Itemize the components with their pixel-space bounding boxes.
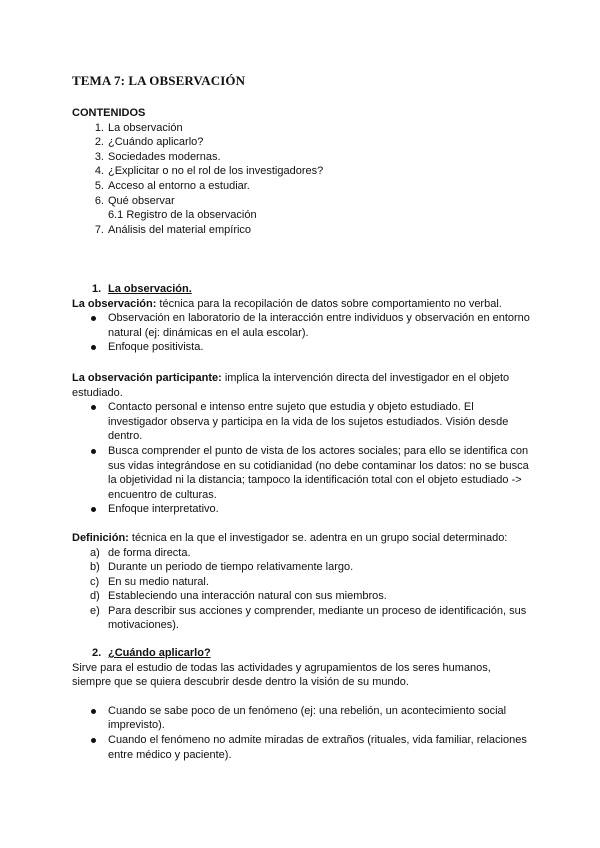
observacion-bullets xyxy=(72,311,532,355)
list-item: c) En su medio natural. xyxy=(90,575,209,588)
contents-item: 5. Acceso al entorno a estudiar. xyxy=(94,179,250,192)
observacion-definition: La observación: técnica para la recopilación de datos sobre comportamiento no verbal. xyxy=(72,297,502,310)
contents-item: 7. Análisis del material empírico xyxy=(94,223,252,236)
list-item: e) Para describir sus acciones y comprender, mediante un proceso de identificación, sus motivaciones). xyxy=(90,604,527,632)
list-item: Enfoque positivista. xyxy=(72,340,532,355)
contents-item: 1. La observación xyxy=(94,121,183,134)
contents-subitem: 6.1 Registro de la observación xyxy=(108,209,257,222)
contents-list xyxy=(72,121,532,238)
list-item: Enfoque interpretativo. xyxy=(72,502,532,517)
list-item: Contacto personal e intenso entre sujeto que estudia y objeto estudiado. El investigador observa y participa en la vida de los sujetos estudiados. Visión desde dentro. xyxy=(72,400,532,444)
contents-heading: CONTENIDOS xyxy=(72,107,146,119)
section-heading: 2. ¿Cuándo aplicarlo? xyxy=(92,647,211,659)
list-item: Observación en laboratorio de la interacción entre individuos y observación en entorno natural (ej: dinámicas en el aula escolar). xyxy=(72,311,532,340)
list-item: Cuando se sabe poco de un fenómeno (ej: una rebelión, un acontecimiento social imprevisto). xyxy=(72,704,532,733)
list-item: a) de forma directa. xyxy=(90,546,191,559)
section-heading: 1. La observación. xyxy=(92,283,192,295)
list-item: Busca comprender el punto de vista de los actores sociales; para ello se identifica con sus vidas integrándose en su cotidianidad (no debe contaminar los datos: no se busca la objetividad ni la distancia; tampoco la identificación total con el objeto estudiado -> encuentro de culturas. xyxy=(72,444,532,502)
contents-item: 4. ¿Explicitar o no el rol de los investigadores? xyxy=(94,165,324,178)
participante-definition: La observación participante: implica la intervención directa del investigador en el objeto estudiado. xyxy=(72,371,510,399)
intro-paragraph: Sirve para el estudio de todas las actividades y agrupamientos de los seres humanos, siempre que se quiera descubrir desde dentro la visión de su mundo. xyxy=(72,661,491,689)
contents-item: 6. Qué observar xyxy=(94,194,175,207)
contents-section xyxy=(72,106,532,237)
contents-item: 2. ¿Cuándo aplicarlo? xyxy=(94,136,204,149)
document-title: TEMA 7: LA OBSERVACIÓN xyxy=(72,73,246,88)
participante-bullets xyxy=(72,400,532,517)
section-cuando-aplicarlo xyxy=(72,646,532,762)
list-item: Cuando el fenómeno no admite miradas de extraños (rituales, vida familiar, relaciones entre médico y paciente). xyxy=(72,733,532,762)
section-observacion xyxy=(72,282,532,633)
list-item: d) Estableciendo una interacción natural con sus miembros. xyxy=(90,590,387,603)
definicion-paragraph: Definición: técnica en la que el investigador se. adentra en un grupo social determinado: xyxy=(72,531,508,544)
definicion-list xyxy=(72,546,532,634)
aplicar-bullets xyxy=(72,704,532,762)
list-item: b) Durante un periodo de tiempo relativamente largo. xyxy=(90,561,354,574)
contents-item: 3. Sociedades modernas. xyxy=(94,150,221,163)
